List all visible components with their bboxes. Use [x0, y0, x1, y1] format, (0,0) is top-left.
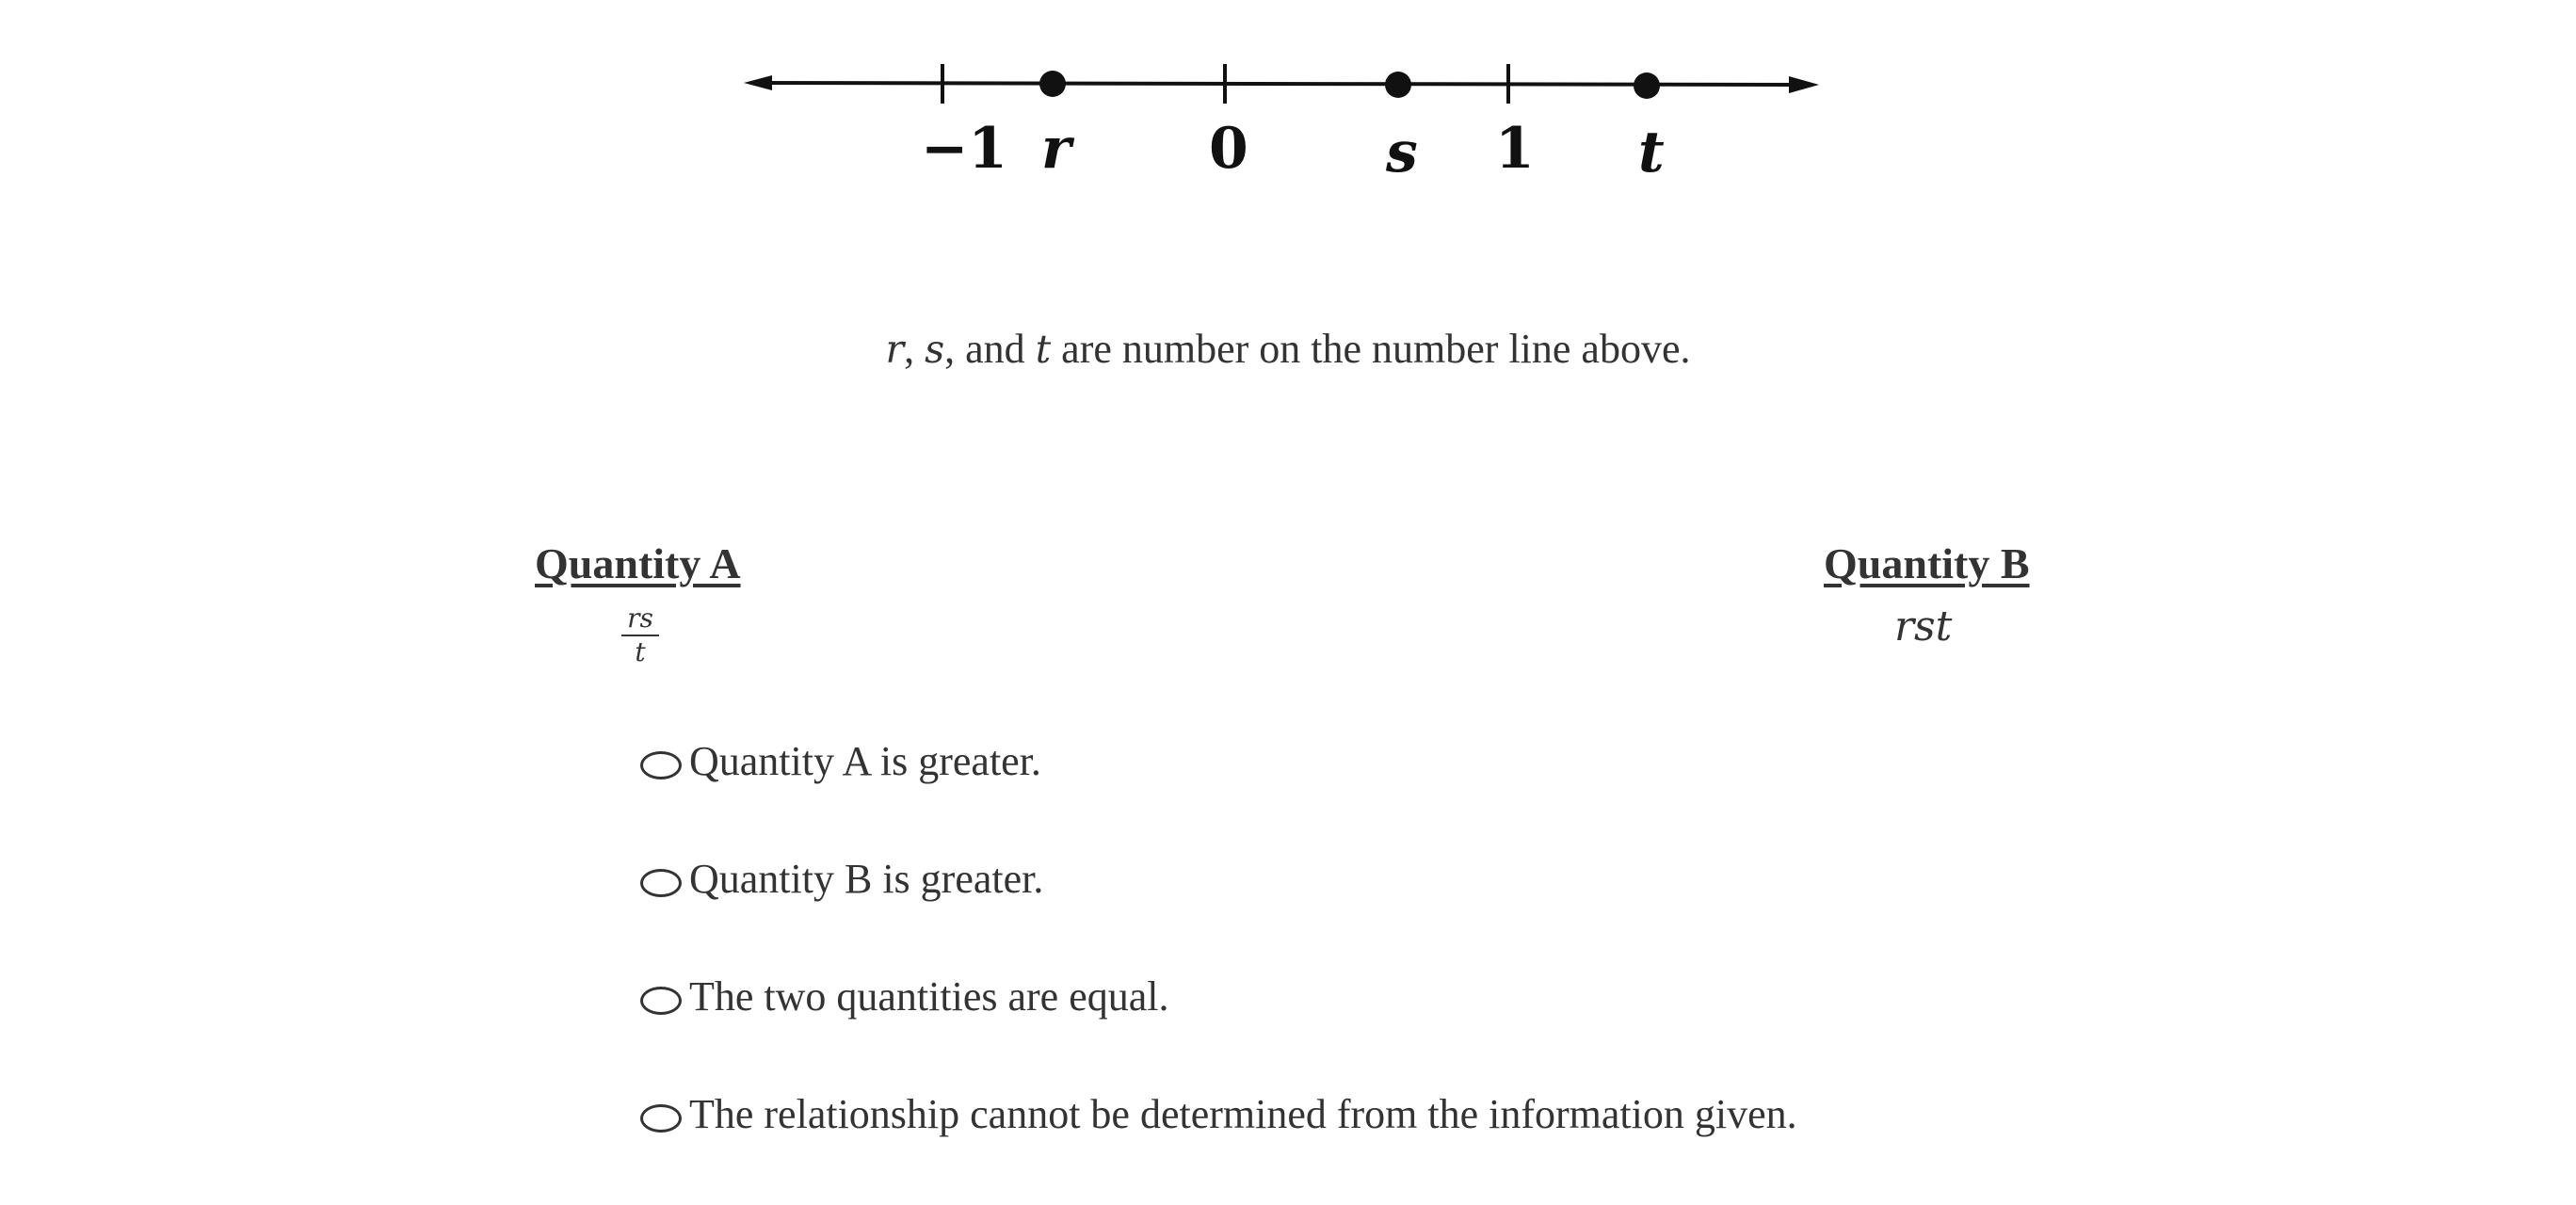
- statement-sep-1: ,: [904, 326, 926, 372]
- tick-label-zero: 0: [1209, 116, 1248, 182]
- quantity-a-expression: [618, 603, 663, 667]
- quantity-b-expression: rst: [1894, 602, 1953, 651]
- point-r: [1039, 71, 1066, 97]
- number-line-figure: [734, 38, 1836, 207]
- radio-button-icon[interactable]: [640, 869, 682, 897]
- choice-label: Quantity B is greater.: [689, 856, 1044, 902]
- choice-label: The relationship cannot be determined from the information given.: [689, 1091, 1797, 1137]
- choice-equal[interactable]: [640, 970, 2241, 1087]
- quantity-b-heading: Quantity B: [1824, 539, 2030, 587]
- point-label-t: t: [1638, 120, 1665, 185]
- choice-a-greater[interactable]: [640, 734, 2241, 852]
- quantity-a-denominator: t: [635, 636, 646, 667]
- var-s: s: [925, 327, 945, 372]
- tick-label-one: 1: [1495, 116, 1535, 182]
- tick-label-neg-one: −1: [921, 116, 1008, 182]
- quantity-a-numerator: rs: [627, 602, 653, 634]
- choice-b-greater[interactable]: [640, 852, 2241, 970]
- point-label-r: r: [1041, 116, 1071, 182]
- point-label-s: s: [1386, 120, 1418, 185]
- point-t: [1634, 72, 1660, 99]
- answer-choices: [640, 734, 2241, 1205]
- right-arrow-icon: [1789, 76, 1819, 93]
- choice-cannot-determine[interactable]: [640, 1087, 2241, 1205]
- var-t: t: [1035, 327, 1052, 372]
- statement-rest: are number on the number line above.: [1051, 326, 1691, 372]
- statement-sep-2: , and: [944, 326, 1036, 372]
- radio-button-icon[interactable]: [640, 751, 682, 779]
- radio-button-icon[interactable]: [640, 1104, 682, 1133]
- number-line-svg: [734, 38, 1836, 207]
- choice-label: Quantity A is greater.: [689, 738, 1041, 784]
- quantity-a-heading: Quantity A: [535, 539, 741, 587]
- var-r: r: [885, 327, 905, 372]
- problem-statement: [0, 325, 2576, 373]
- point-s: [1385, 72, 1411, 98]
- choice-label: The two quantities are equal.: [689, 973, 1169, 1020]
- radio-button-icon[interactable]: [640, 987, 682, 1015]
- left-arrow-icon: [744, 75, 772, 90]
